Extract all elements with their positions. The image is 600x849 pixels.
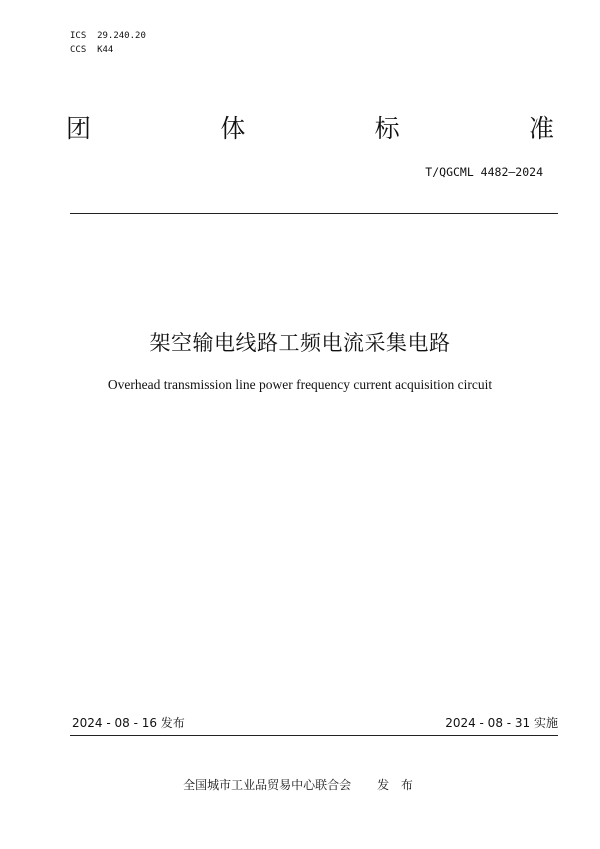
issue-date: 2024 - 08 - 16 发布 — [72, 716, 185, 730]
publisher-name: 全国城市工业品贸易中心联合会 — [183, 778, 352, 792]
bottom-divider — [70, 735, 558, 736]
standard-type-char: 团 — [66, 114, 92, 143]
publisher-line — [0, 776, 600, 794]
standard-type-heading — [66, 112, 554, 146]
standard-type-char: 准 — [528, 114, 554, 143]
standard-type-char: 标 — [374, 114, 400, 143]
ccs-code: CCS K44 — [70, 45, 114, 55]
title-english: Overhead transmission line power frequency current acquisition circuit — [107, 377, 493, 392]
publisher-action: 发 布 — [377, 778, 417, 792]
standard-type-char: 体 — [220, 114, 246, 143]
standard-number: T/QGCML 4482—2024 — [425, 165, 543, 179]
title-chinese: 架空输电线路工频电流采集电路 — [149, 331, 451, 355]
implementation-date: 2024 - 08 - 31 实施 — [445, 716, 558, 730]
ics-code: ICS 29.240.20 — [70, 31, 146, 41]
top-divider — [70, 213, 558, 214]
